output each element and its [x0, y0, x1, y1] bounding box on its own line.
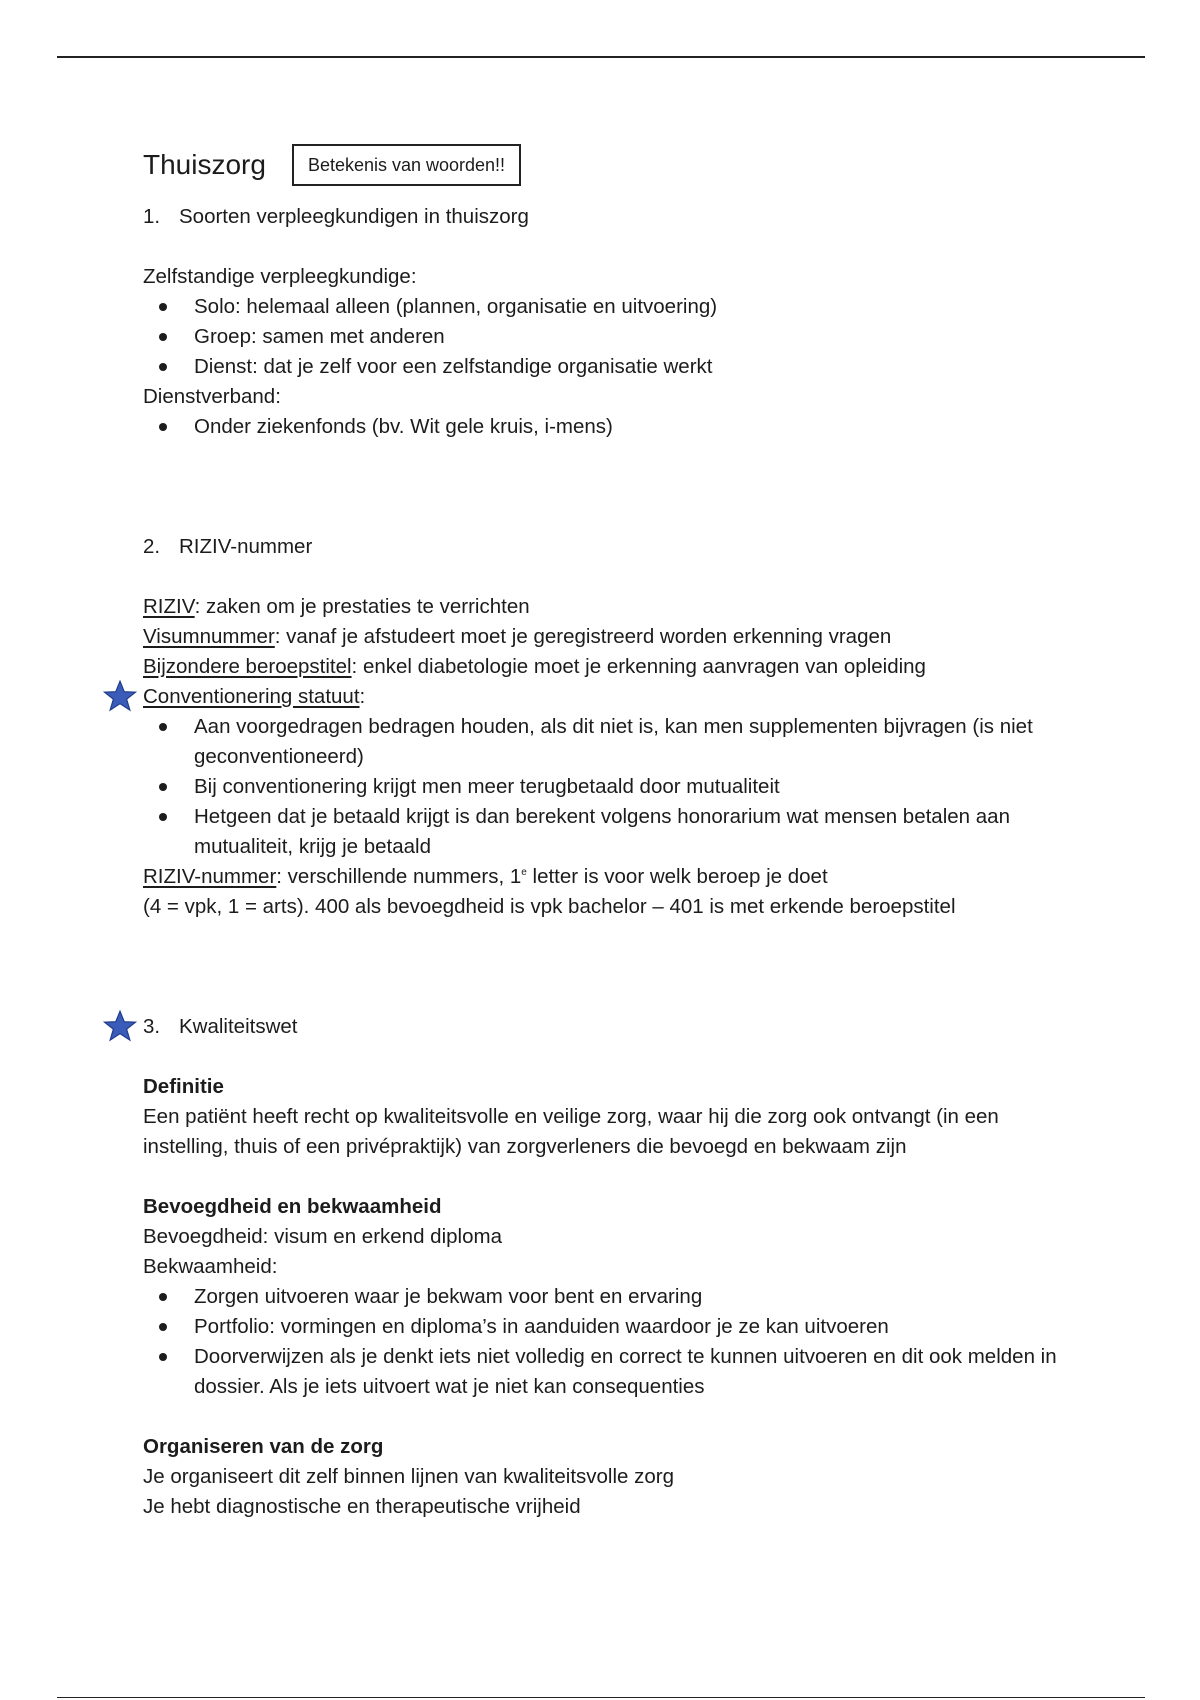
list-item: Onder ziekenfonds (bv. Wit gele kruis, i-mens): [143, 412, 1083, 442]
top-rule: [57, 56, 1145, 58]
conventionering-list: [143, 712, 1083, 862]
section-number: 1.: [143, 205, 161, 228]
section-1-heading: [143, 202, 1083, 232]
dienstverband-list: [143, 412, 1083, 442]
zelfstandig-label: Zelfstandige verpleegkundige:: [143, 265, 417, 288]
organiseren-heading: Organiseren van de zorg: [143, 1435, 384, 1458]
riziv-nummer-line: RIZIV-nummer: verschillende nummers, 1e letter is voor welk beroep je doet: [143, 865, 828, 888]
list-item: Hetgeen dat je betaald krijgt is dan berekent volgens honorarium wat mensen betalen aan mutualiteit, krijg je betaald: [143, 802, 1083, 862]
organiseren-line-2: Je hebt diagnostische en therapeutische vrijheid: [143, 1495, 581, 1518]
term: RIZIV-nummer: [143, 865, 277, 888]
page-title: Thuiszorg: [143, 149, 266, 180]
list-item: Doorverwijzen als je denkt iets niet volledig en correct te kunnen uitvoeren en dit ook melden in dossier. Als je iets uitvoert wat je niet kan consequenties: [143, 1342, 1083, 1402]
zelfstandig-list: [143, 292, 1083, 382]
conventionering-line: Conventionering statuut:: [143, 682, 1083, 712]
bijzondere-line: Bijzondere beroepstitel: enkel diabetologie moet je erkenning aanvragen van opleiding: [143, 655, 926, 678]
riziv-line: RIZIV: zaken om je prestaties te verrichten: [143, 595, 530, 618]
bottom-rule: [57, 1697, 1145, 1698]
list-item: Zorgen uitvoeren waar je bekwam voor bent en ervaring: [143, 1282, 1083, 1312]
term: Visumnummer: [143, 625, 275, 648]
definitie-text: Een patiënt heeft recht op kwaliteitsvolle en veilige zorg, waar hij die zorg ook ontvangt (in een instelling, thuis of een privépraktijk) van zorgverleners die bevoegd en bekwaam zijn: [143, 1105, 999, 1158]
document-body: [143, 140, 1083, 1522]
definitie-heading: Definitie: [143, 1075, 224, 1098]
visum-line: Visumnummer: vanaf je afstudeert moet je geregistreerd worden erkenning vragen: [143, 625, 892, 648]
term: Conventionering statuut: [143, 685, 360, 708]
bevoegdheid-heading: Bevoegdheid en bekwaamheid: [143, 1195, 442, 1218]
star-icon: [103, 679, 137, 713]
term: RIZIV: [143, 595, 195, 618]
title-row: [143, 140, 1083, 190]
section-number: 3.: [143, 1015, 161, 1038]
section-title: Soorten verpleegkundigen in thuiszorg: [179, 205, 529, 228]
star-icon: [103, 1009, 137, 1043]
section-2-heading: [143, 532, 1083, 562]
section-number: 2.: [143, 535, 161, 558]
section-title: RIZIV-nummer: [179, 535, 313, 558]
bekwaamheid-list: [143, 1282, 1083, 1402]
dienstverband-label: Dienstverband:: [143, 385, 281, 408]
list-item: Aan voorgedragen bedragen houden, als dit niet is, kan men supplementen bijvragen (is niet geconventioneerd): [143, 712, 1083, 772]
section-3-heading: [143, 1012, 1083, 1042]
organiseren-line-1: Je organiseert dit zelf binnen lijnen van kwaliteitsvolle zorg: [143, 1465, 675, 1488]
bekwaamheid-label: Bekwaamheid:: [143, 1255, 278, 1278]
list-item: Portfolio: vormingen en diploma’s in aanduiden waardoor je ze kan uitvoeren: [143, 1312, 1083, 1342]
riziv-nummer-line-2: (4 = vpk, 1 = arts). 400 als bevoegdheid is vpk bachelor – 401 is met erkende beroepstitel: [143, 895, 956, 918]
list-item: Groep: samen met anderen: [143, 322, 1083, 352]
note-box: Betekenis van woorden!!: [292, 144, 521, 186]
list-item: Solo: helemaal alleen (plannen, organisatie en uitvoering): [143, 292, 1083, 322]
list-item: Bij conventionering krijgt men meer terugbetaald door mutualiteit: [143, 772, 1083, 802]
section-title: Kwaliteitswet: [179, 1015, 298, 1038]
list-item: Dienst: dat je zelf voor een zelfstandige organisatie werkt: [143, 352, 1083, 382]
term: Bijzondere beroepstitel: [143, 655, 352, 678]
bevoegdheid-text: Bevoegdheid: visum en erkend diploma: [143, 1225, 502, 1248]
